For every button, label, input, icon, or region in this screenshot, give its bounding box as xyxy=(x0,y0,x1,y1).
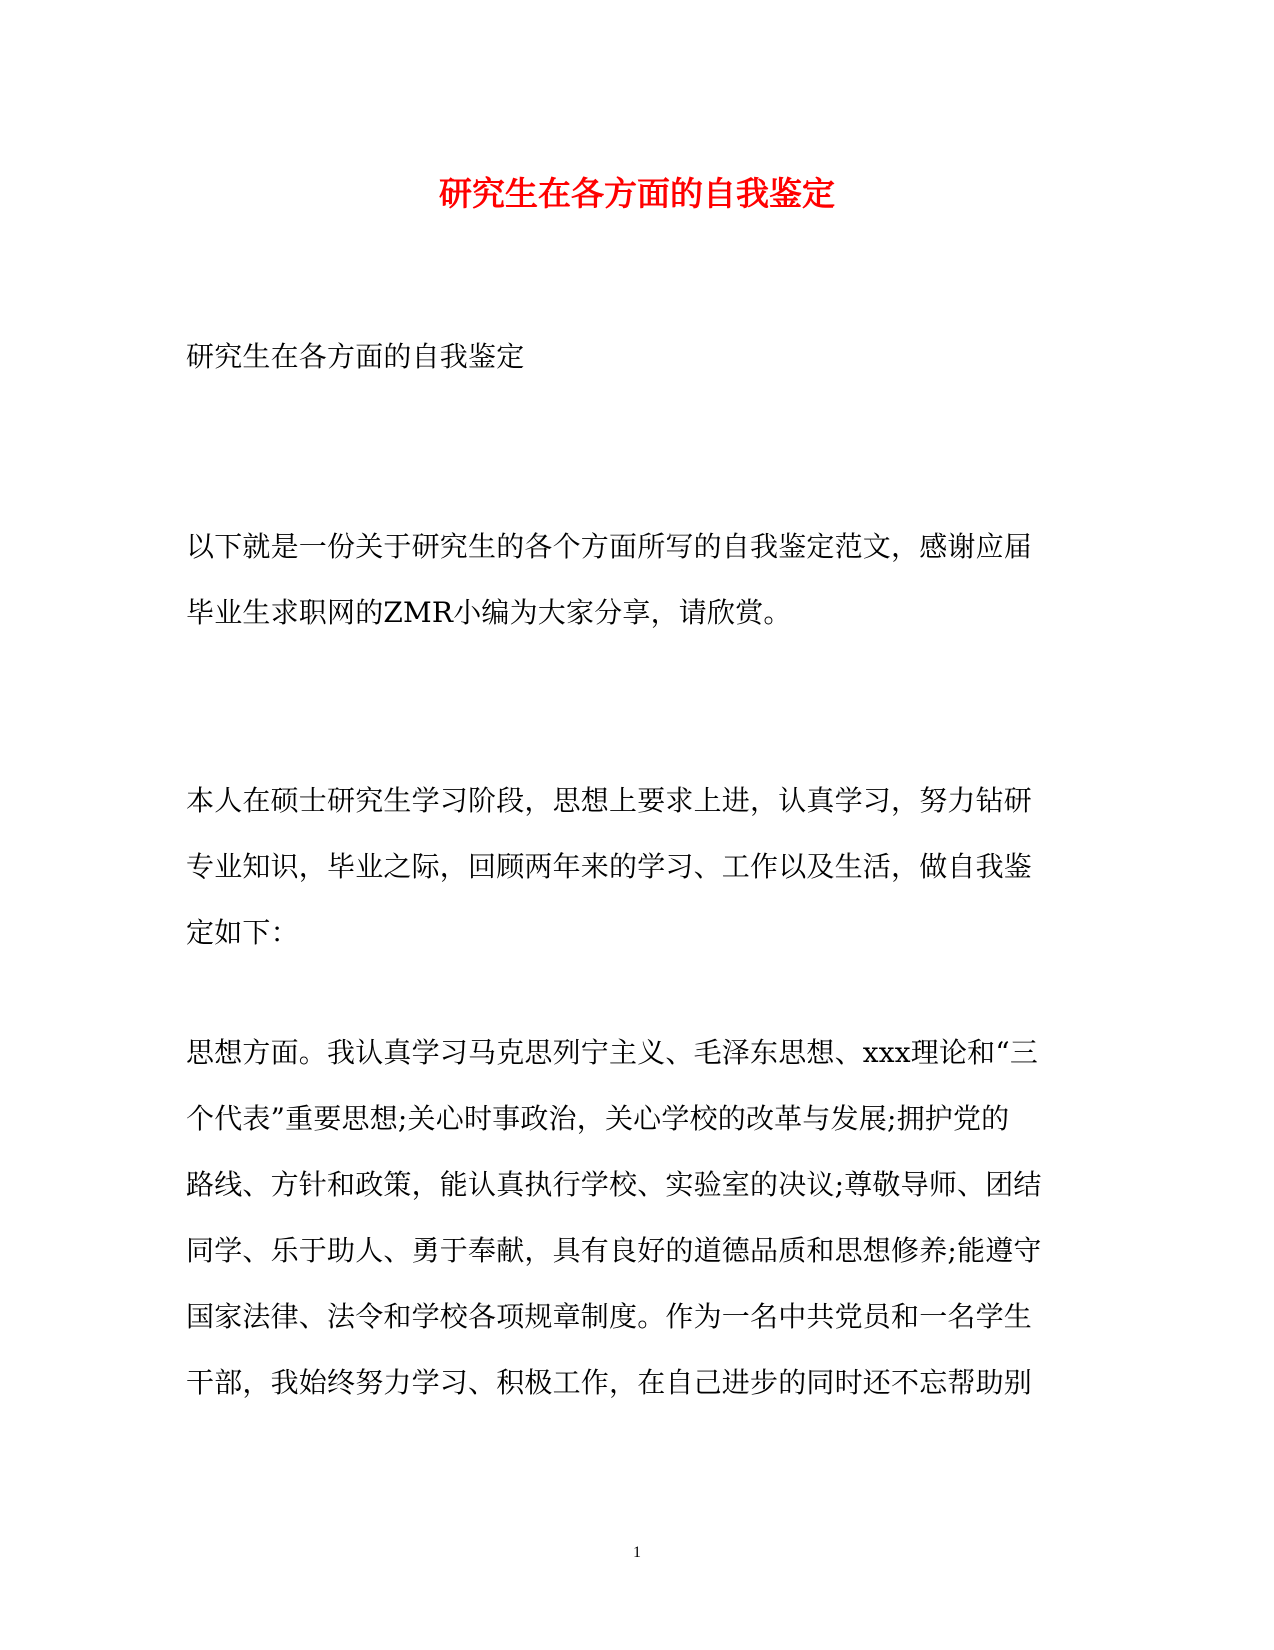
paragraph-line: 本人在硕士研究生学习阶段，思想上要求上进，认真学习，努力钻研 xyxy=(186,784,1033,817)
page-number: 1 xyxy=(633,1544,641,1561)
paragraph-line: 个代表”重要思想;关心时事政治，关心学校的改革与发展;拥护党的 xyxy=(186,1102,1010,1135)
paragraph-line: 路线、方针和政策，能认真执行学校、实验室的决议;尊敬导师、团结 xyxy=(186,1168,1042,1201)
paragraph-summary xyxy=(186,768,1096,966)
page-title: 研究生在各方面的自我鉴定 xyxy=(439,174,835,213)
paragraph-line: 以下就是一份关于研究生的各个方面所写的自我鉴定范文，感谢应届 xyxy=(186,530,1033,563)
subtitle-line: 研究生在各方面的自我鉴定 xyxy=(186,340,525,373)
paragraph-line: 干部，我始终努力学习、积极工作，在自己进步的同时还不忘帮助别 xyxy=(186,1366,1033,1399)
paragraph-line: 专业知识，毕业之际，回顾两年来的学习、工作以及生活，做自我鉴 xyxy=(186,850,1033,883)
paragraph-line: 思想方面。我认真学习马克思列宁主义、毛泽东思想、xxx理论和“三 xyxy=(186,1036,1039,1069)
paragraph-line: 国家法律、法令和学校各项规章制度。作为一名中共党员和一名学生 xyxy=(186,1300,1033,1333)
paragraph-line: 毕业生求职网的ZMR小编为大家分享，请欣赏。 xyxy=(186,596,792,629)
paragraph-line: 同学、乐于助人、勇于奉献，具有良好的道德品质和思想修养;能遵守 xyxy=(186,1234,1042,1267)
document-subtitle xyxy=(186,324,1096,390)
paragraph-line: 定如下： xyxy=(186,916,299,949)
paragraph-thought xyxy=(186,1020,1096,1416)
paragraph-intro xyxy=(186,514,1096,646)
